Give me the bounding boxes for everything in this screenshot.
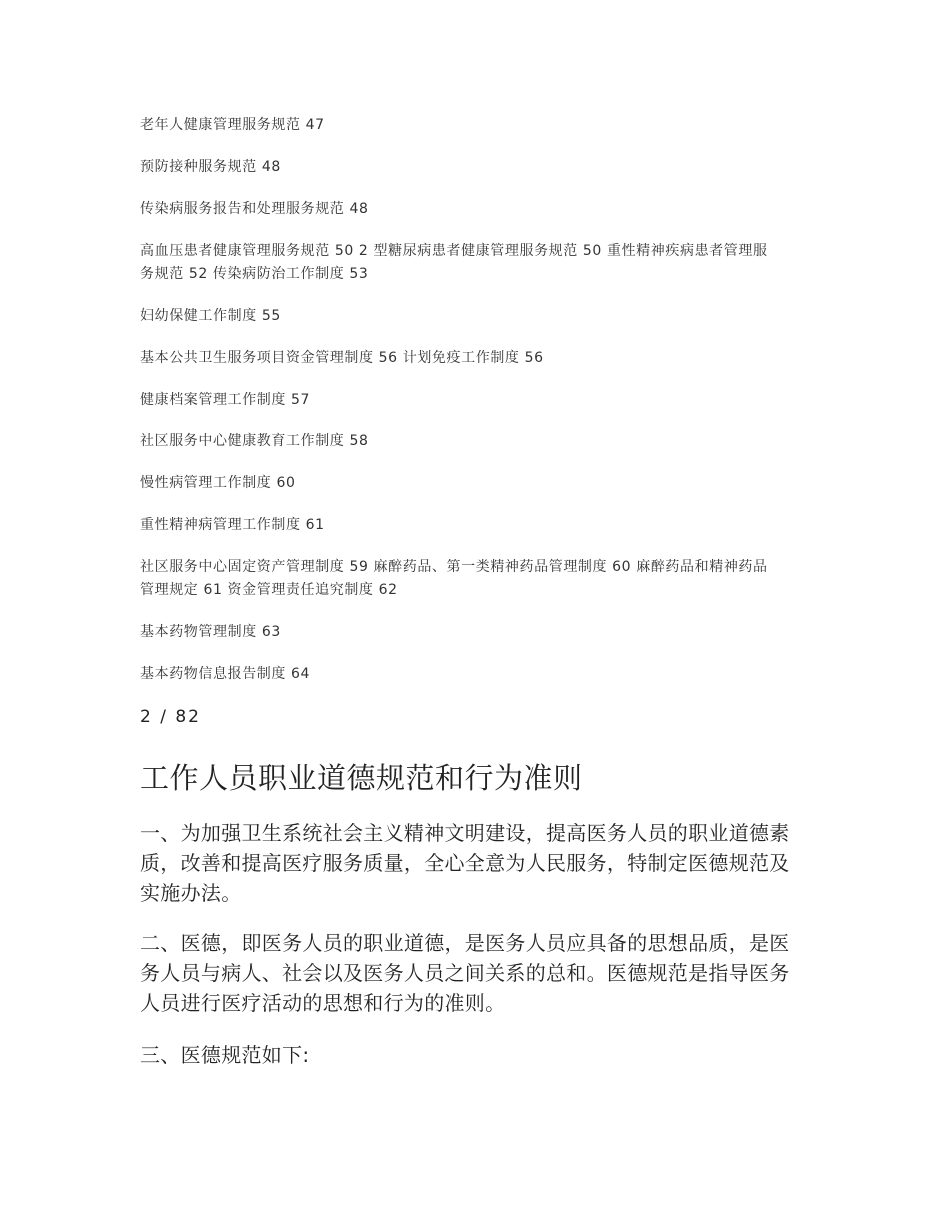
toc-entry <box>140 430 812 453</box>
toc-entry <box>140 114 812 137</box>
toc-entry-text: 基本药物信息报告制度 64 <box>140 666 311 682</box>
toc-entry-text: 传染病服务报告和处理服务规范 48 <box>140 201 369 217</box>
toc-entry <box>140 389 812 412</box>
paragraph-line: 质，改善和提高医疗服务质量，全心全意为人民服务，特制定医德规范及 <box>140 851 790 875</box>
toc-entry <box>140 198 812 221</box>
toc-entry <box>140 663 812 686</box>
paragraph-line: 二、医德，即医务人员的职业道德，是医务人员应具备的思想品质，是医 <box>140 931 790 955</box>
paragraph-line: 一、为加强卫生系统社会主义精神文明建设，提高医务人员的职业道德素 <box>140 821 790 845</box>
toc-entry-text: 健康档案管理工作制度 57 <box>140 392 311 408</box>
paragraph-line: 实施办法。 <box>140 881 242 905</box>
toc-entry-text: 重性精神病管理工作制度 61 <box>140 517 325 533</box>
toc-entry-text: 老年人健康管理服务规范 47 <box>140 117 325 133</box>
toc-entry <box>140 347 812 370</box>
paragraph-line: 三、医德规范如下: <box>140 1043 310 1067</box>
toc-entry-text: 基本药物管理制度 63 <box>140 624 281 640</box>
toc-entry <box>140 156 812 179</box>
toc-entry <box>140 305 812 328</box>
toc-entry-text: 社区服务中心固定资产管理制度 59 麻醉药品、第一类精神药品管理制度 60 麻醉药品和精神药品 <box>140 559 768 575</box>
toc-entry-text: 慢性病管理工作制度 60 <box>140 475 296 491</box>
section-heading: 工作人员职业道德规范和行为准则 <box>140 761 583 795</box>
toc-entry <box>140 514 812 537</box>
paragraph <box>140 928 812 1018</box>
toc-entry <box>140 556 812 602</box>
toc-entry-text: 基本公共卫生服务项目资金管理制度 56 计划免疫工作制度 56 <box>140 350 544 366</box>
toc-entry-text: 务规范 52 传染病防治工作制度 53 <box>140 266 369 282</box>
paragraph <box>140 818 812 908</box>
toc-entry-text: 管理规定 61 资金管理责任追究制度 62 <box>140 582 398 598</box>
toc-entry <box>140 621 812 644</box>
paragraph-line: 务人员与病人、社会以及医务人员之间关系的总和。医德规范是指导医务 <box>140 961 790 985</box>
page-number: 2 / 82 <box>140 707 201 727</box>
toc-entry-text: 高血压患者健康管理服务规范 50 2 型糖尿病患者健康管理服务规范 50 重性精神疾病患者管理服 <box>140 243 768 259</box>
toc-entry <box>140 240 812 286</box>
toc-entry-text: 妇幼保健工作制度 55 <box>140 308 281 324</box>
paragraph-line: 人员进行医疗活动的思想和行为的准则。 <box>140 991 506 1015</box>
paragraph <box>140 1040 812 1070</box>
toc-entry <box>140 472 812 495</box>
toc-entry-text: 社区服务中心健康教育工作制度 58 <box>140 433 369 449</box>
toc-entry-text: 预防接种服务规范 48 <box>140 159 281 175</box>
